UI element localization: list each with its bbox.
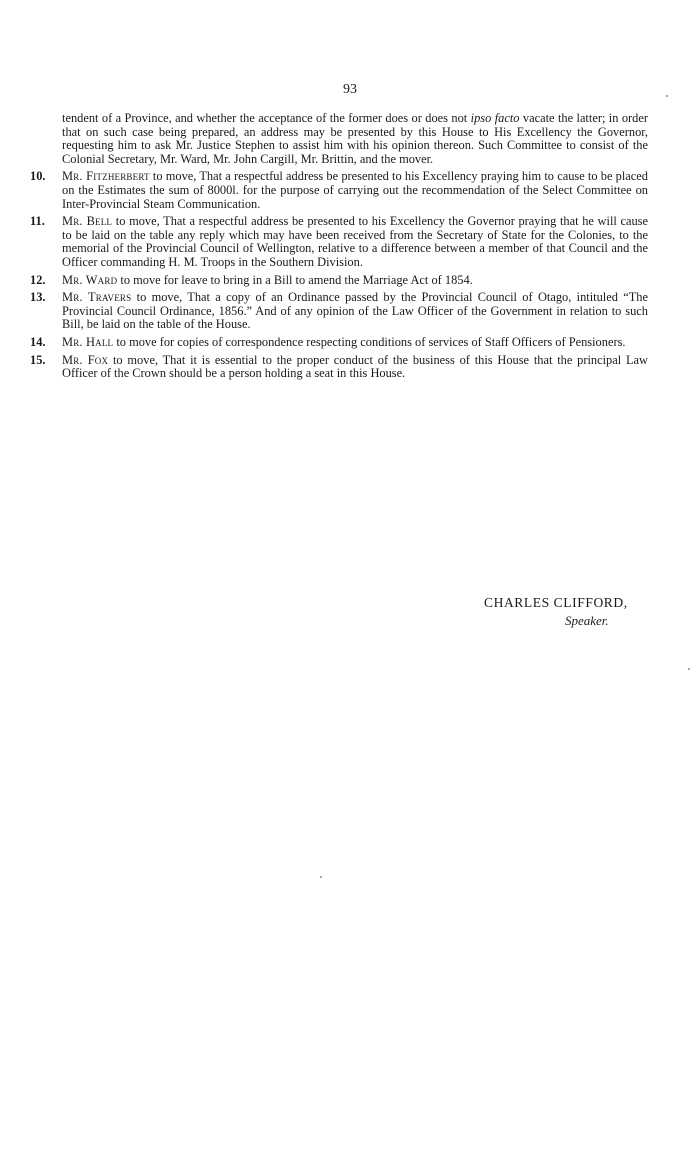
item-number: 14. bbox=[30, 334, 46, 349]
item-number: 11. bbox=[30, 214, 45, 229]
item-mover: Mr. Travers bbox=[62, 290, 132, 305]
list-item-11 bbox=[30, 215, 648, 269]
item-number: 13. bbox=[30, 290, 46, 305]
item-mover: Mr. Fox bbox=[62, 352, 109, 367]
signature-title: Speaker. bbox=[565, 613, 609, 628]
item-number: 15. bbox=[30, 352, 46, 367]
item-number: 12. bbox=[30, 272, 46, 287]
scan-speck bbox=[320, 876, 322, 878]
item-text: to move, That it is essential to the proper conduct of the business of this House that the principal Law Officer of the Crown should be a person holding a seat in this House. bbox=[62, 352, 648, 381]
list-item-14 bbox=[30, 336, 648, 350]
scan-speck bbox=[688, 668, 690, 670]
page-number: 93 bbox=[343, 82, 357, 97]
item-italic-phrase: ipso facto bbox=[470, 111, 520, 125]
list-item-continuation bbox=[30, 112, 648, 166]
item-text-prefix: tendent of a Province, and whether the acceptance of the former does or does not bbox=[62, 111, 471, 125]
item-text: to move for copies of correspondence respecting conditions of services of Staff Officers of Pensioners. bbox=[113, 334, 626, 349]
list-item-15 bbox=[30, 354, 648, 381]
list-item-12 bbox=[30, 274, 648, 288]
item-mover: Mr. Hall bbox=[62, 334, 114, 349]
item-mover: Mr. Fitzherbert bbox=[62, 169, 150, 184]
list-item-10 bbox=[30, 170, 648, 211]
item-text: to move for leave to bring in a Bill to amend the Marriage Act of 1854. bbox=[117, 272, 473, 287]
signature-name: CHARLES CLIFFORD, bbox=[484, 595, 628, 610]
item-text: to move, That a respectful address be presented to his Excellency praying him to cause to be placed on the Estimates the sum of 8000l. for the purpose of carrying out the recommendation of the Select Committee on Inter-Provincial Steam Communication. bbox=[62, 169, 649, 211]
scan-speck bbox=[666, 95, 668, 97]
item-mover: Mr. Ward bbox=[62, 272, 118, 287]
item-text-suffix: vacate the latter; in order that on such case being prepared, an address may be presented by this House to His Excellency the Governor, requesting him to ask Mr. Justice Stephen to assist him with his opinion thereon. Such Committee to consist of the Colonial Secretary, Mr. Ward, Mr. John Cargill, Mr. Brittin, and the mover. bbox=[62, 111, 648, 166]
item-number: 10. bbox=[30, 169, 46, 184]
list-item-13 bbox=[30, 291, 648, 332]
item-mover: Mr. Bell bbox=[62, 214, 113, 229]
motions-list bbox=[30, 111, 649, 628]
item-text: to move, That a respectful address be presented to his Excellency the Governor praying that he will cause to be laid on the table any reply which may have been received from the Secretary of State for the Colonies, to the memorial of the Provincial Council of Wellington, relative to a difference between a member of that Council and the Officer commanding H. M. Troops in the Southern Division. bbox=[62, 214, 648, 269]
item-text: to move, That a copy of an Ordinance passed by the Provincial Council of Otago, intituled “The Provincial Council Ordinance, 1856.” And of any opinion of the Law Officer of the Government in relation to such Bill, be laid on the table of the House. bbox=[62, 290, 648, 332]
